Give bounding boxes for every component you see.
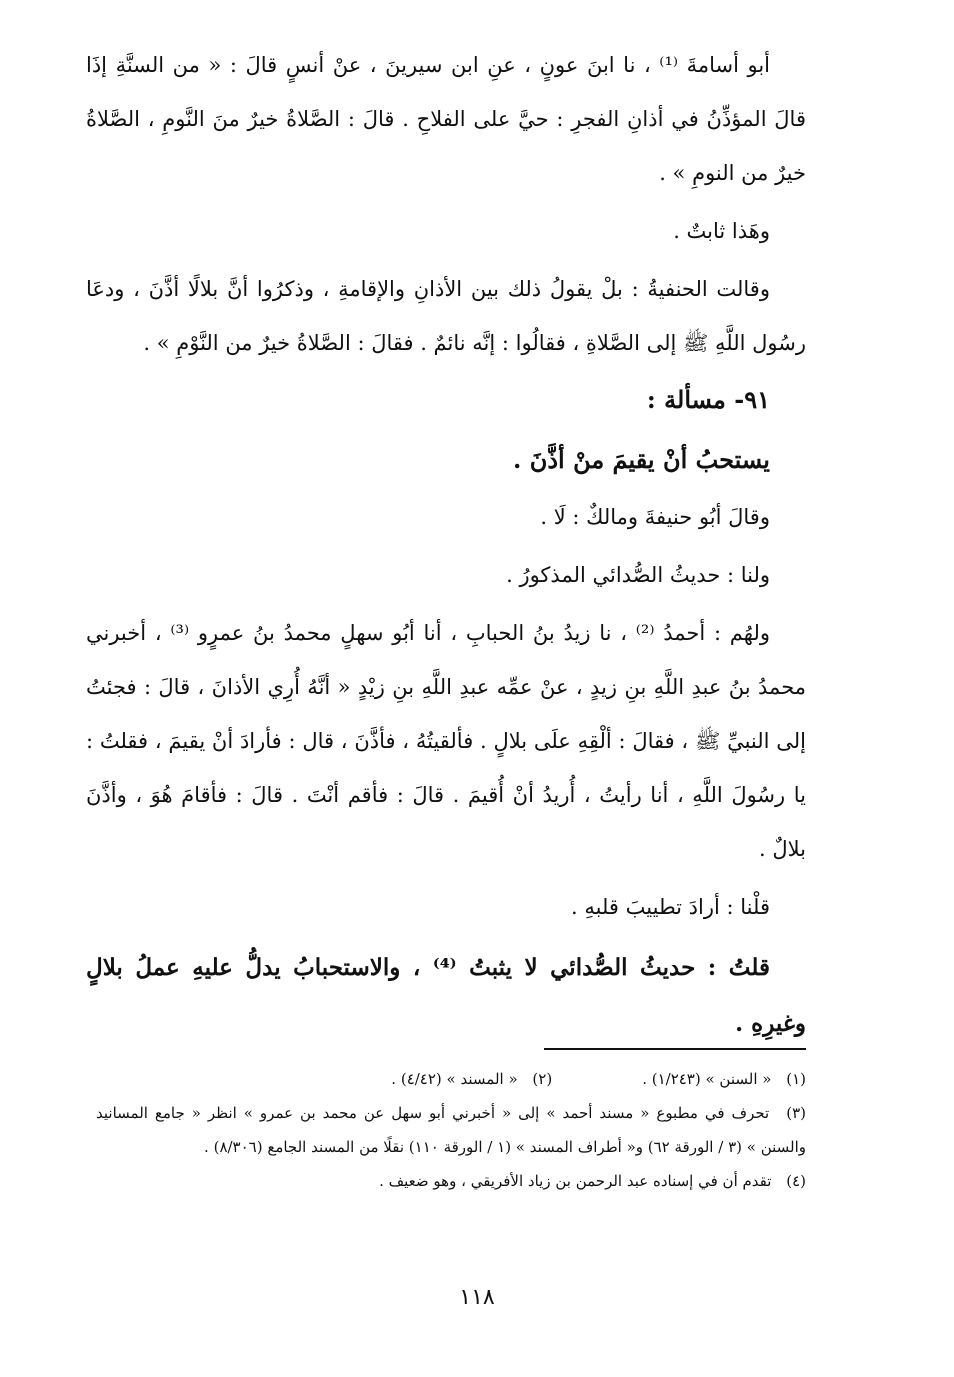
paragraph-8: قلتُ : حديثُ الصُّدائي لا يثبتُ ⁽⁴⁾ ، والاستحبابُ يدلُّ عليهِ عملُ بلالٍ وغيرِهِ . [86, 954, 806, 1037]
footnote-2-number: (٢) [532, 1070, 553, 1088]
footnote-3 [96, 1096, 806, 1164]
paragraph-2: وهَذا ثابتٌ . [673, 219, 770, 243]
footnote-2-text: « المسند » (٤/٤٢) . [391, 1070, 518, 1088]
paragraph-6: ولهُم : أحمدُ ⁽²⁾ ، نا زيدُ بنُ الحبابِ ، أنا أبُو سهلٍ محمدُ بنُ عمرٍو ⁽³⁾ ، أخبرني محمدُ بنُ عبدِ اللَّهِ بنِ زيدٍ ، عنْ عمِّه عبدِ اللَّهِ بنِ زيْدٍ « أنَّهُ أُرِي الأذانَ ، قالَ : فجئتُ إلى النبيِّ ﷺ ، فقالَ : ألْقِهِ علَى بلالٍ . فألقيتُهُ ، فأذَّنَ ، قال : فأرادَ أنْ يقيمَ ، فقلتُ : يا رسُولَ اللَّهِ ، أنا رأيتُ ، أُريدُ أنْ أُقيمَ . قالَ : فأقم أنْتَ . قالَ : فأقامَ هُوَ ، وأذَّنَ بلالٌ . [86, 621, 806, 861]
footnote-row-1-2 [96, 1062, 806, 1096]
footnote-3-number: (٣) [786, 1104, 806, 1122]
paragraph-3: وقالت الحنفيةُ : بلْ يقولُ ذلك بين الأذانِ والإقامةِ ، وذكرُوا أنَّ بلالًا أذَّنَ ، ودعَا رسُول اللَّهِ ﷺ إلى الصَّلاةِ ، فقالُوا : إنَّه نائمٌ . فقالَ : الصَّلاةُ خيرٌ من النَّوْمِ » . [86, 277, 806, 355]
page-number: ١١٨ [459, 1285, 495, 1310]
footnote-4-number: (٤) [786, 1172, 806, 1190]
paragraph-7: قلْنا : أرادَ تطييبَ قلبهِ . [571, 895, 770, 919]
footnote-4 [96, 1164, 806, 1198]
footnote-separator [544, 1048, 806, 1050]
section-heading: ٩١- مسألة : [646, 385, 770, 414]
footnote-1 [642, 1062, 806, 1096]
paragraph-1: أبو أسامةَ ⁽¹⁾ ، نا ابنَ عونٍ ، عنِ ابن سيرينَ ، عنْ أنسٍ قالَ : « من السنَّةِ إذَا قالَ المؤذِّنُ في أذانِ الفجرِ : حيَّ على الفلاحِ . قالَ : الصَّلاةُ خيرٌ منَ النَّومِ ، الصَّلاةُ خيرٌ من النومِ » . [86, 53, 806, 185]
footnotes [96, 1062, 806, 1198]
footnote-1-number: (١) [786, 1070, 806, 1088]
main-text [86, 38, 806, 1052]
paragraph-4: وقالَ أبُو حنيفةَ ومالكٌ : لَا . [540, 505, 770, 529]
paragraph-5: ولنا : حديثُ الصُّدائي المذكورُ . [506, 563, 770, 587]
footnote-4-text: تقدم أن في إسناده عبد الرحمن بن زياد الأفريقي ، وهو ضعيف . [379, 1172, 772, 1190]
section-subheading: يستحبُ أنْ يقيمَ منْ أذَّنَ . [513, 445, 770, 474]
footnote-2 [391, 1062, 552, 1096]
footnote-1-text: « السنن » (١/٢٤٣) . [642, 1070, 772, 1088]
footnote-3-text: تحرف في مطبوع « مسند أحمد » إلى « أخبرني أبو سهل عن محمد بن عمرو » انظر « جامع المسانيد والسنن » (٣ / الورقة ٦٢) و« أطراف المسند » (١ / الورقة ١١٠) نقلًا من المسند الجامع (٨/٣٠٦) . [96, 1104, 806, 1156]
